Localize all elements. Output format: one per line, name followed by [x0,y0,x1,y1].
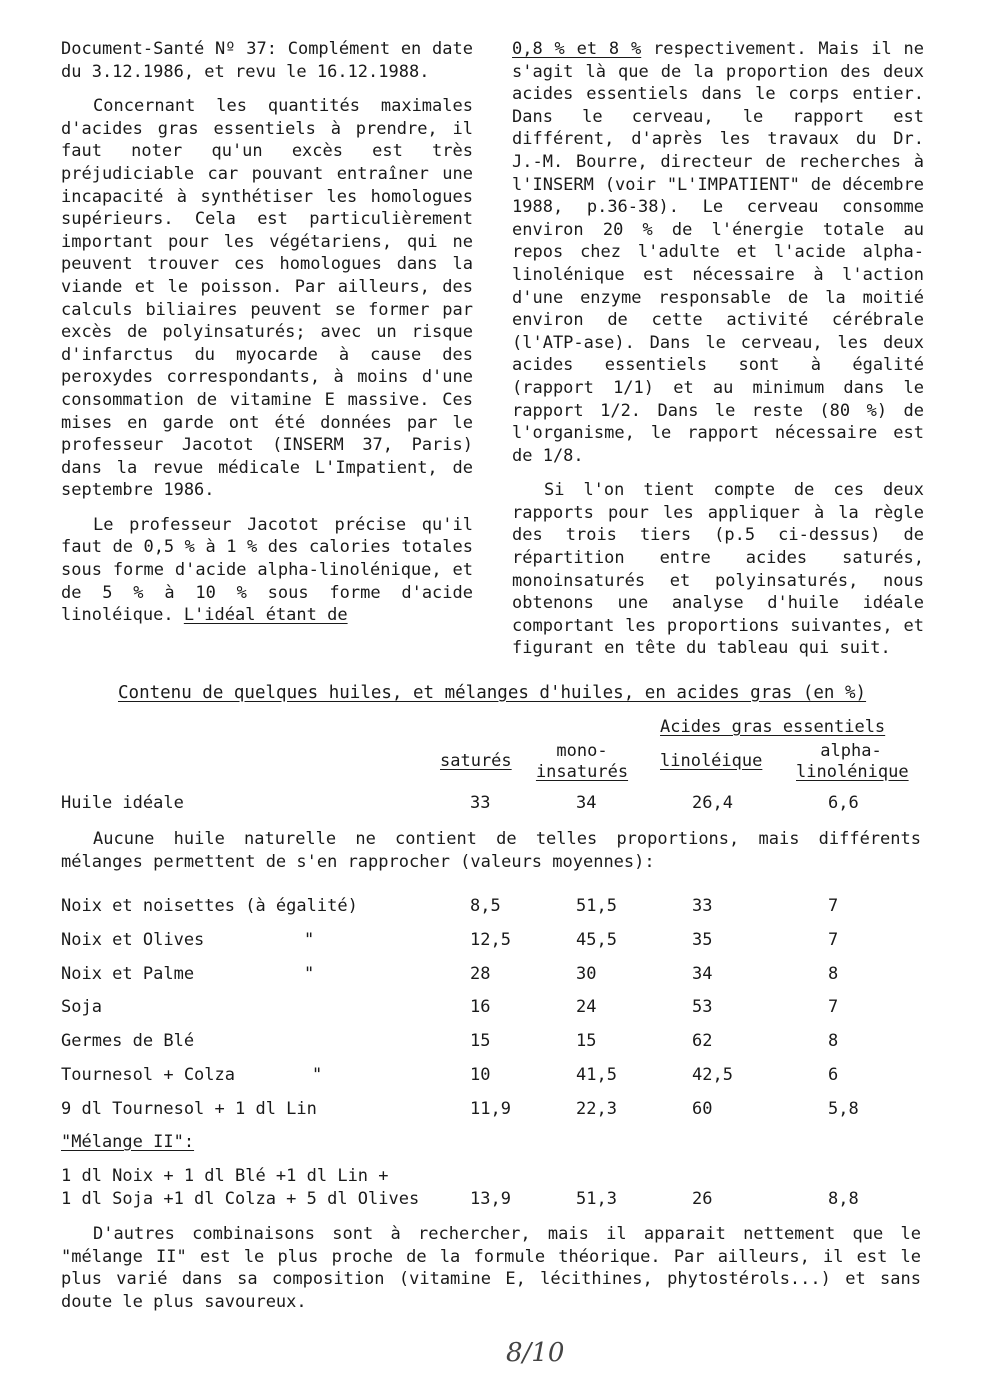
cell-alpha-linolenique: 8 [828,964,839,984]
paragraph-cerveau-text: respectivement. Mais il ne s'agit là que de la proportion des deux acides essentiels dans le corps entier. Dans le cerveau, le rapport est différent, d'après les travaux du Dr. J.-M. Bourre, directeur de recherches à l'INSERM (voir "L'IMPATIENT" de décembre 1988, p.36-38). Le cerveau consomme environ 20 % de l'énergie totale au repos chez l'adulte et l'acide alpha-linolénique est nécessaire à l'action d'une enzyme responsable de la moitié environ de cette activité cérébrale (l'ATP-ase). Dans le cerveau, les deux acides essentiels sont à égalité (rapport 1/1) et au minimum dans le rapport 1/2. Dans le reste (80 %) de l'organisme, le rapport nécessaire est de 1/8. [512,39,924,466]
cell-alpha-linolenique: 8 [828,1031,839,1051]
left-column [61,38,473,627]
cell-linoleique: 60 [692,1099,713,1119]
right-column [512,38,924,660]
cell-satures: 10 [470,1065,491,1085]
paragraph-jacotot-underlined: L'idéal étant de [183,605,348,626]
document-reference: Document-Santé Nº 37: Complément en date du 3.12.1986, et revu le 16.12.1988. [61,39,473,82]
cell-satures: 12,5 [470,930,511,950]
cell-satures: 8,5 [470,896,501,916]
row-label: Huile idéale [61,793,184,813]
header-alpha-line2: linolénique [796,762,909,782]
paragraph-jacotot-text: Le professeur Jacotot précise qu'il faut de 0,5 % à 1 % des calories totales sous forme d'acide alpha-linolénique, et de 5 % à 10 % sous forme d'acide linoléique. [61,514,473,626]
table-note [61,828,921,873]
final-paragraph [61,1223,921,1313]
cell-alpha-linolenique: 6,6 [828,793,859,813]
cell-alpha-linolenique: 6 [828,1065,839,1085]
cell-satures: 13,9 [470,1189,511,1209]
cell-satures: 11,9 [470,1099,511,1119]
cell-monoinsatures: 34 [576,793,597,813]
paragraph-quantites: Concernant les quantités maximales d'acides gras essentiels à prendre, il faut noter qu'un excès est très préjudiciable car pouvant entraîner une incapacité à synthétiser les homologues supérieurs. Cela est particulièrement important pour les végétariens, qui ne peuvent trouver ces homologues dans la viande et le poisson. Par ailleurs, des calculs biliaires peuvent se former par excès de polyinsaturés; avec un risque d'infarctus du myocarde à cause des peroxydes correspondants, à moins d'une consommation de vitamine E massive. Ces mises en garde ont été données par le professeur Jacotot (INSERM 37, Paris) dans la revue médicale L'Impatient, de septembre 1986. [61,96,473,501]
cell-satures: 16 [470,997,491,1017]
cell-monoinsatures: 45,5 [576,930,617,950]
cell-satures: 33 [470,793,491,813]
paragraph-cerveau-underlined: 0,8 % et 8 % [512,39,642,59]
cell-monoinsatures: 51,5 [576,896,617,916]
table-group-header: Acides gras essentiels [660,717,886,737]
row-label: Soja [61,997,102,1017]
paragraph-trois-tiers: Si l'on tient compte de ces deux rapports pour les appliquer à la règle des trois tiers (p.5 ci-dessus) de répartition entre acides saturés, monoinsaturés et polyinsaturés, nous obtenons une analyse d'huile idéale comportant les proportions suivantes, et figurant en tête du tableau qui suit. [512,480,924,659]
row-label: 9 dl Tournesol + 1 dl Lin [61,1099,317,1119]
cell-linoleique: 62 [692,1031,713,1051]
cell-monoinsatures: 41,5 [576,1065,617,1085]
table-note-text: Aucune huile naturelle ne contient de telles proportions, mais différents mélanges permettent de s'en rapprocher (valeurs moyennes): [61,829,921,872]
cell-alpha-linolenique: 7 [828,930,839,950]
cell-linoleique: 53 [692,997,713,1017]
cell-linoleique: 26 [692,1189,713,1209]
cell-monoinsatures: 15 [576,1031,597,1051]
cell-monoinsatures: 30 [576,964,597,984]
header-monoinsatures [534,741,630,783]
header-satures: saturés [440,751,512,771]
final-paragraph-text: D'autres combinaisons sont à rechercher, mais il apparait nettement que le "mélange II" est le plus proche de la formule théorique. Par ailleurs, il est le plus varié dans sa composition (vitamine E, lécithines, phytostérols...) et sans doute le plus savoureux. [61,1224,921,1312]
header-alpha-line1: alpha- [820,741,882,761]
paragraph-cerveau [512,38,924,467]
page-number-handwritten: 8/10 [506,1338,565,1368]
cell-alpha-linolenique: 5,8 [828,1099,859,1119]
cell-alpha-linolenique: 8,8 [828,1189,859,1209]
cell-alpha-linolenique: 7 [828,896,839,916]
table-title: Contenu de quelques huiles, et mélanges d'huiles, en acides gras (en %) [118,683,867,703]
cell-satures: 15 [470,1031,491,1051]
melange-line1: 1 dl Noix + 1 dl Blé +1 dl Lin + [61,1166,389,1186]
row-label: Noix et Olives [61,930,205,950]
cell-monoinsatures: 24 [576,997,597,1017]
melange-label: "Mélange II": [61,1132,195,1152]
ditto-mark: " [304,930,315,950]
cell-satures: 28 [470,964,491,984]
row-label: Tournesol + Colza [61,1065,235,1085]
cell-monoinsatures: 22,3 [576,1099,617,1119]
row-label: Germes de Blé [61,1031,195,1051]
melange-line2: 1 dl Soja +1 dl Colza + 5 dl Olives [61,1189,420,1209]
row-label: Noix et Palme [61,964,195,984]
ditto-mark: " [304,964,315,984]
cell-linoleique: 35 [692,930,713,950]
header-alpha-linolenique [796,741,909,783]
cell-linoleique: 34 [692,964,713,984]
cell-alpha-linolenique: 7 [828,997,839,1017]
cell-linoleique: 33 [692,896,713,916]
ditto-mark: " [312,1065,323,1085]
row-label: Noix et noisettes (à égalité) [61,896,358,916]
cell-linoleique: 42,5 [692,1065,733,1085]
cell-monoinsatures: 51,3 [576,1189,617,1209]
cell-linoleique: 26,4 [692,793,733,813]
header-mono-line2: insaturés [535,762,629,782]
header-linoleique: linoléique [660,751,763,771]
header-mono-line1: mono- [556,741,608,761]
paragraph-jacotot [61,514,473,627]
